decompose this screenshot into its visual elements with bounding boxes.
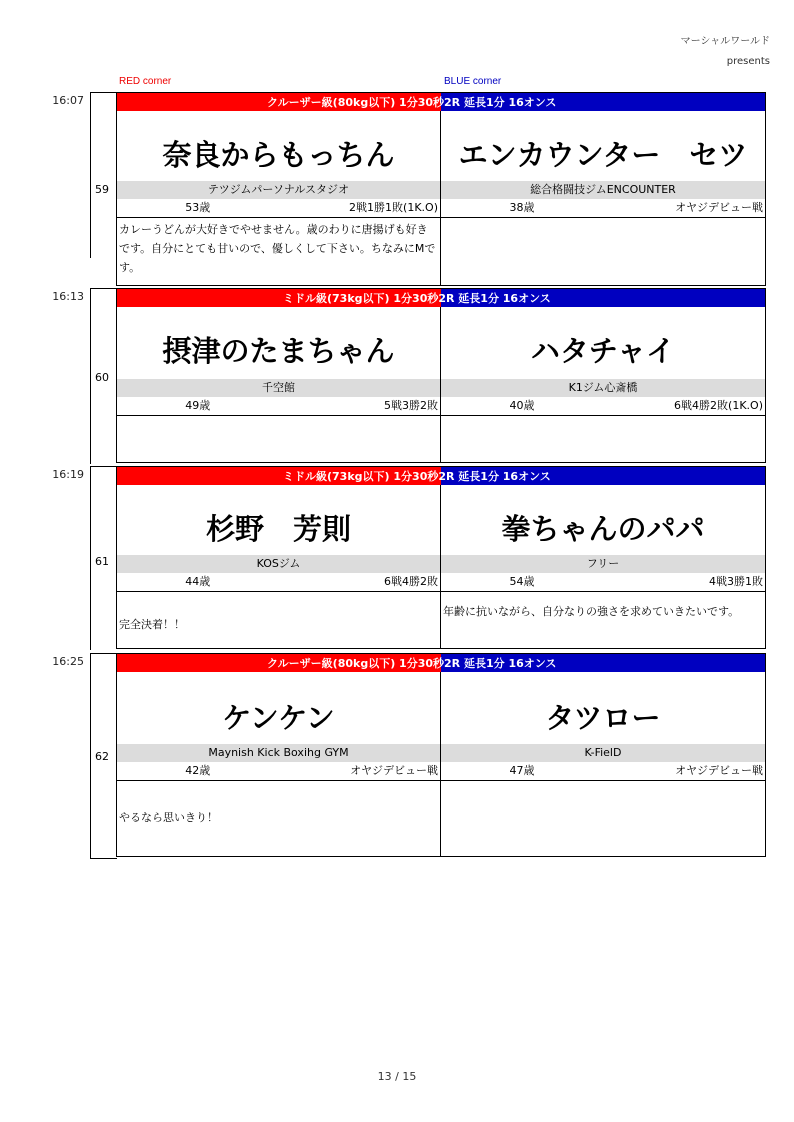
blue-fighter — [441, 307, 765, 462]
bout-number: 62 — [95, 750, 109, 763]
page-number: 13 / 15 — [377, 1070, 417, 1083]
fighter-stats — [117, 199, 440, 218]
blue-corner-label: BLUE corner — [444, 76, 502, 87]
fighter-name: ハタチャイ — [530, 334, 676, 368]
rule-text: ミドル級(73kg以下) 1分30秒2R 延長1分 16オンス — [283, 292, 551, 305]
fighter-gym: KOSジム — [117, 555, 440, 573]
rule-text: クルーザー級(80kg以下) 1分30秒2R 延長1分 16オンス — [267, 96, 557, 109]
bout-grid — [116, 288, 766, 463]
rule-text: クルーザー級(80kg以下) 1分30秒2R 延長1分 16オンス — [267, 657, 557, 670]
bout-time: 16:19 — [52, 468, 84, 481]
bout-card — [52, 92, 766, 274]
fighter-stats — [117, 573, 440, 592]
fighter-stats — [441, 762, 765, 781]
fighter-stats — [117, 762, 440, 781]
fighter-gym: Maynish Kick Boxihg GYM — [117, 744, 440, 762]
fighter-name: ケンケン — [222, 701, 335, 735]
fighter-age: 47歳 — [509, 764, 535, 777]
blue-fighter — [441, 111, 765, 285]
bout-time: 16:07 — [52, 94, 84, 107]
bout-number: 61 — [95, 555, 109, 568]
fighter-comment: カレーうどんが大好きでやせません。歳のわりに唐揚げも好きです。自分にとても甘いので、優しくして下さい。ちなみにMです。 — [119, 223, 436, 274]
red-corner-label: RED corner — [119, 76, 172, 87]
red-fighter — [117, 672, 441, 856]
fighter-age: 38歳 — [509, 201, 535, 214]
bout-grid — [116, 653, 766, 857]
fighter-age: 49歳 — [185, 399, 211, 412]
fighter-record: オヤジデビュー戦 — [350, 764, 438, 777]
fighter-record: 6戦4勝2敗 — [384, 575, 438, 588]
rule-header — [117, 289, 765, 307]
fighter-age: 40歳 — [509, 399, 535, 412]
fighter-gym: フリー — [441, 555, 765, 573]
bout-grid — [116, 92, 766, 286]
fighter-comment: やるなら思いきり！ — [119, 811, 218, 824]
rule-header — [117, 467, 765, 485]
bout-time: 16:13 — [52, 290, 84, 303]
fighter-gym: K1ジム心斎橋 — [441, 379, 765, 397]
fighter-gym: 千空館 — [117, 379, 440, 397]
fighter-stats — [117, 397, 440, 416]
red-fighter — [117, 307, 441, 462]
fighter-record: 2戦1勝1敗(1K.O) — [349, 201, 438, 214]
rule-header — [117, 93, 765, 111]
fighter-record: オヤジデビュー戦 — [675, 764, 763, 777]
fighter-name: 摂津のたまちゃん — [162, 334, 395, 368]
fighter-comment: 年齢に抗いながら、自分なりの強さを求めていきたいです。 — [443, 605, 740, 618]
organizer-name: マーシャルワールド — [680, 36, 770, 47]
fighter-record: 5戦3勝2敗 — [384, 399, 438, 412]
bout-number-column — [90, 466, 117, 650]
blue-fighter — [441, 485, 765, 648]
fighter-gym: テツジムパーソナルスタジオ — [117, 181, 440, 199]
rule-text: ミドル級(73kg以下) 1分30秒2R 延長1分 16オンス — [283, 470, 551, 483]
fighter-age: 44歳 — [185, 575, 211, 588]
bout-number-column — [90, 653, 117, 859]
fighter-stats — [441, 397, 765, 416]
bout-card — [52, 288, 766, 463]
presents-label: presents — [726, 56, 770, 67]
fighter-name: 杉野 芳則 — [205, 512, 351, 546]
fighter-age: 54歳 — [509, 575, 535, 588]
bout-number-column — [90, 92, 117, 258]
bout-number: 60 — [95, 371, 109, 384]
blue-fighter — [441, 672, 765, 856]
red-fighter — [117, 111, 441, 285]
fighter-age: 42歳 — [185, 764, 211, 777]
fighter-name: エンカウンター セツ — [458, 138, 748, 172]
rule-header — [117, 654, 765, 672]
bout-card — [52, 466, 766, 649]
bout-card — [52, 653, 766, 857]
bout-time: 16:25 — [52, 655, 84, 668]
bout-number-column — [90, 288, 117, 464]
fighter-name: 拳ちゃんのパパ — [501, 512, 705, 546]
red-fighter — [117, 485, 441, 648]
bout-number: 59 — [95, 183, 109, 196]
fighter-record: オヤジデビュー戦 — [675, 201, 763, 214]
fighter-stats — [441, 199, 765, 218]
fighter-record: 6戦4勝2敗(1K.O) — [674, 399, 763, 412]
fighter-gym: 総合格闘技ジムENCOUNTER — [441, 181, 765, 199]
fighter-comment: 完全決着！！ — [119, 618, 185, 631]
fighter-age: 53歳 — [185, 201, 211, 214]
fighter-gym: K-FielD — [441, 744, 765, 762]
bout-grid — [116, 466, 766, 649]
fighter-name: 奈良からもっちん — [162, 138, 395, 172]
fighter-record: 4戦3勝1敗 — [709, 575, 763, 588]
fighter-stats — [441, 573, 765, 592]
fighter-name: タツロー — [545, 701, 661, 735]
